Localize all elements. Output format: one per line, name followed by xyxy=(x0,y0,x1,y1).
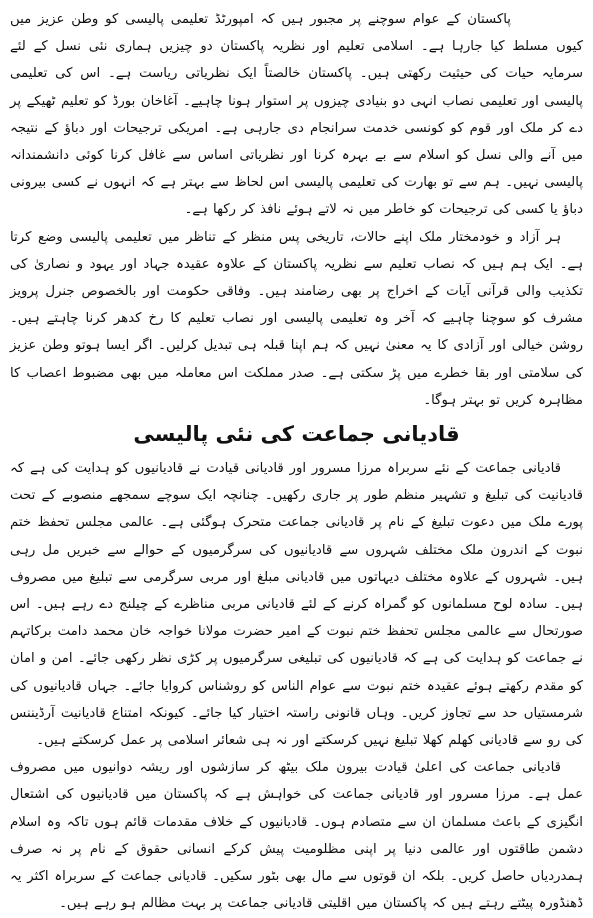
article-paragraph: قادیانی جماعت کی اعلیٰ قیادت بیرون ملک بیٹھ کر سازشوں اور ریشہ دوانیوں میں مصروف عمل ہے۔ مرزا مسرور اور قادیانی جماعت کی خواہش ہے کہ پاکستان میں قادیانیوں کی اشتعال انگیزی کے باعث مسلمان ان سے متصادم ہوں۔ قادیانیوں کے خلاف مقدمات قائم ہوں تاکہ وہ اسلام دشمن طاقتوں اور عالمی دنیا پر اپنی مظلومیت پیش کرکے انسانی حقوق کے نام پر نہ صرف ہمدردیاں حاصل کریں۔ بلکہ ان قوتوں سے مال بھی بٹور سکیں۔ قادیانی جماعت کے سربراہ اکثر یہ ڈھنڈورہ پیٹتے رہتے ہیں کہ پاکستان میں اقلیتی قادیانی جماعت پر بہت مظالم ہو رہے ہیں۔ xyxy=(10,760,583,912)
article-paragraph: پاکستان کے عوام سوچنے پر مجبور ہیں کہ امپورٹڈ تعلیمی پالیسی کو وطن عزیز میں کیوں مسلط کیا جارہا ہے۔ اسلامی تعلیم اور نظریہ پاکستان دو چیزیں ہماری نئی نسل کے لئے سرمایہ حیات کی حیثیت رکھتی ہیں۔ پاکستان خالصتاً ایک نظریاتی ریاست ہے۔ اس کی تعلیمی پالیسی اور تعلیمی نصاب انہی دو بنیادی چیزوں پر استوار ہونا چاہیے۔ آغاخان بورڈ کو تعلیم ٹھیکے پر دے کر ملک اور قوم کو کونسی خدمت سرانجام دی جارہی ہے۔ امریکی ترجیحات اور دباؤ کے نتیجہ میں آنے والی نسل کو اسلام سے بے بہرہ کرنا اور نظریاتی اساس سے غافل کرنا کوئی دانشمندانہ پالیسی نہیں۔ ہم سے تو بھارت کی تعلیمی پالیسی اس لحاظ سے بہتر ہے کہ انہوں نے کسی بیرونی دباؤ یا کسی کی ترجیحات کو خاطر میں نہ لاتے ہوئے نافذ کر رکھا ہے۔ xyxy=(10,12,583,218)
article-paragraph: قادیانی جماعت کے نئے سربراہ مرزا مسرور اور قادیانی قیادت نے قادیانیوں کو ہدایت کی ہے کہ قادیانیت کی تبلیغ و تشہیر منظم طور پر جاری رکھیں۔ چنانچہ ایک سوچے سمجھے منصوبے کے تحت پورے ملک میں دعوت تبلیغ کے نام پر قادیانی جماعت متحرک ہوگئی ہے۔ عالمی مجلس تحفظ ختم نبوت کے اندرون ملک مختلف شہروں سے قادیانیوں کی سرگرمیوں کے حوالے سے خبریں مل رہی ہیں۔ شہروں کے علاوہ مختلف دیہاتوں میں قادیانی مبلغ اور مربی سرگرمی سے تبلیغ میں مصروف ہیں۔ سادہ لوح مسلمانوں کو گمراہ کرنے کے لئے قادیانی مربی مناظرے کے چیلنج دے رہے ہیں۔ اس صورتحال سے عالمی مجلس تحفظ ختم نبوت کے امیر حضرت مولانا خواجہ خان محمد دامت برکاتہم نے جماعت کو ہدایت کی ہے کہ قادیانیوں کی تبلیغی سرگرمیوں پر کڑی نظر رکھی جائے۔ امن و امان کو مقدم رکھتے ہوئے عقیدہ ختم نبوت سے عوام الناس کو روشناس کروایا جائے۔ جہاں قادیانیوں کی شرمستیاں حد سے تجاوز کریں۔ وہاں قانونی راستہ اختیار کیا جائے۔ کیونکہ امتناع قادیانیت آرڈیننس کی رو سے قادیانی کھلم کھلا تبلیغ نہیں کرسکتے اور نہ ہی شعائر اسلامی پر عمل کرسکتے ہیں۔ xyxy=(10,461,583,749)
section-heading: قادیانی جماعت کی نئی پالیسی xyxy=(133,422,460,447)
article-paragraph: ہر آزاد و خودمختار ملک اپنے حالات، تاریخی پس منظر کے تناظر میں تعلیمی پالیسی وضع کرتا ہے۔ ایک ہم ہیں کہ نصاب تعلیم سے نظریہ پاکستان کے علاوہ عقیدہ جہاد اور یہود و نصاریٰ کی تکذیب والی قرآنی آیات کے اخراج پر بھی رضامند ہیں۔ وفاقی حکومت اور بالخصوص جنرل پرویز مشرف کو سوچنا چاہیے کہ آخر وہ تعلیمی پالیسی اور نصاب تعلیم کا رخ کدھر کرنا چاہتے ہیں۔ روشن خیالی اور آزادی کا یہ معنیٰ نہیں کہ ہم اپنا قبلہ ہی تبدیل کرلیں۔ اگر ایسا ہوتو وطن عزیز کی سلامتی اور بقا خطرے میں پڑ سکتی ہے۔ صدر مملکت اس معاملہ میں بھی مضبوط اعصاب کا مظاہرہ کریں تو بہتر ہوگا۔ xyxy=(10,229,583,408)
